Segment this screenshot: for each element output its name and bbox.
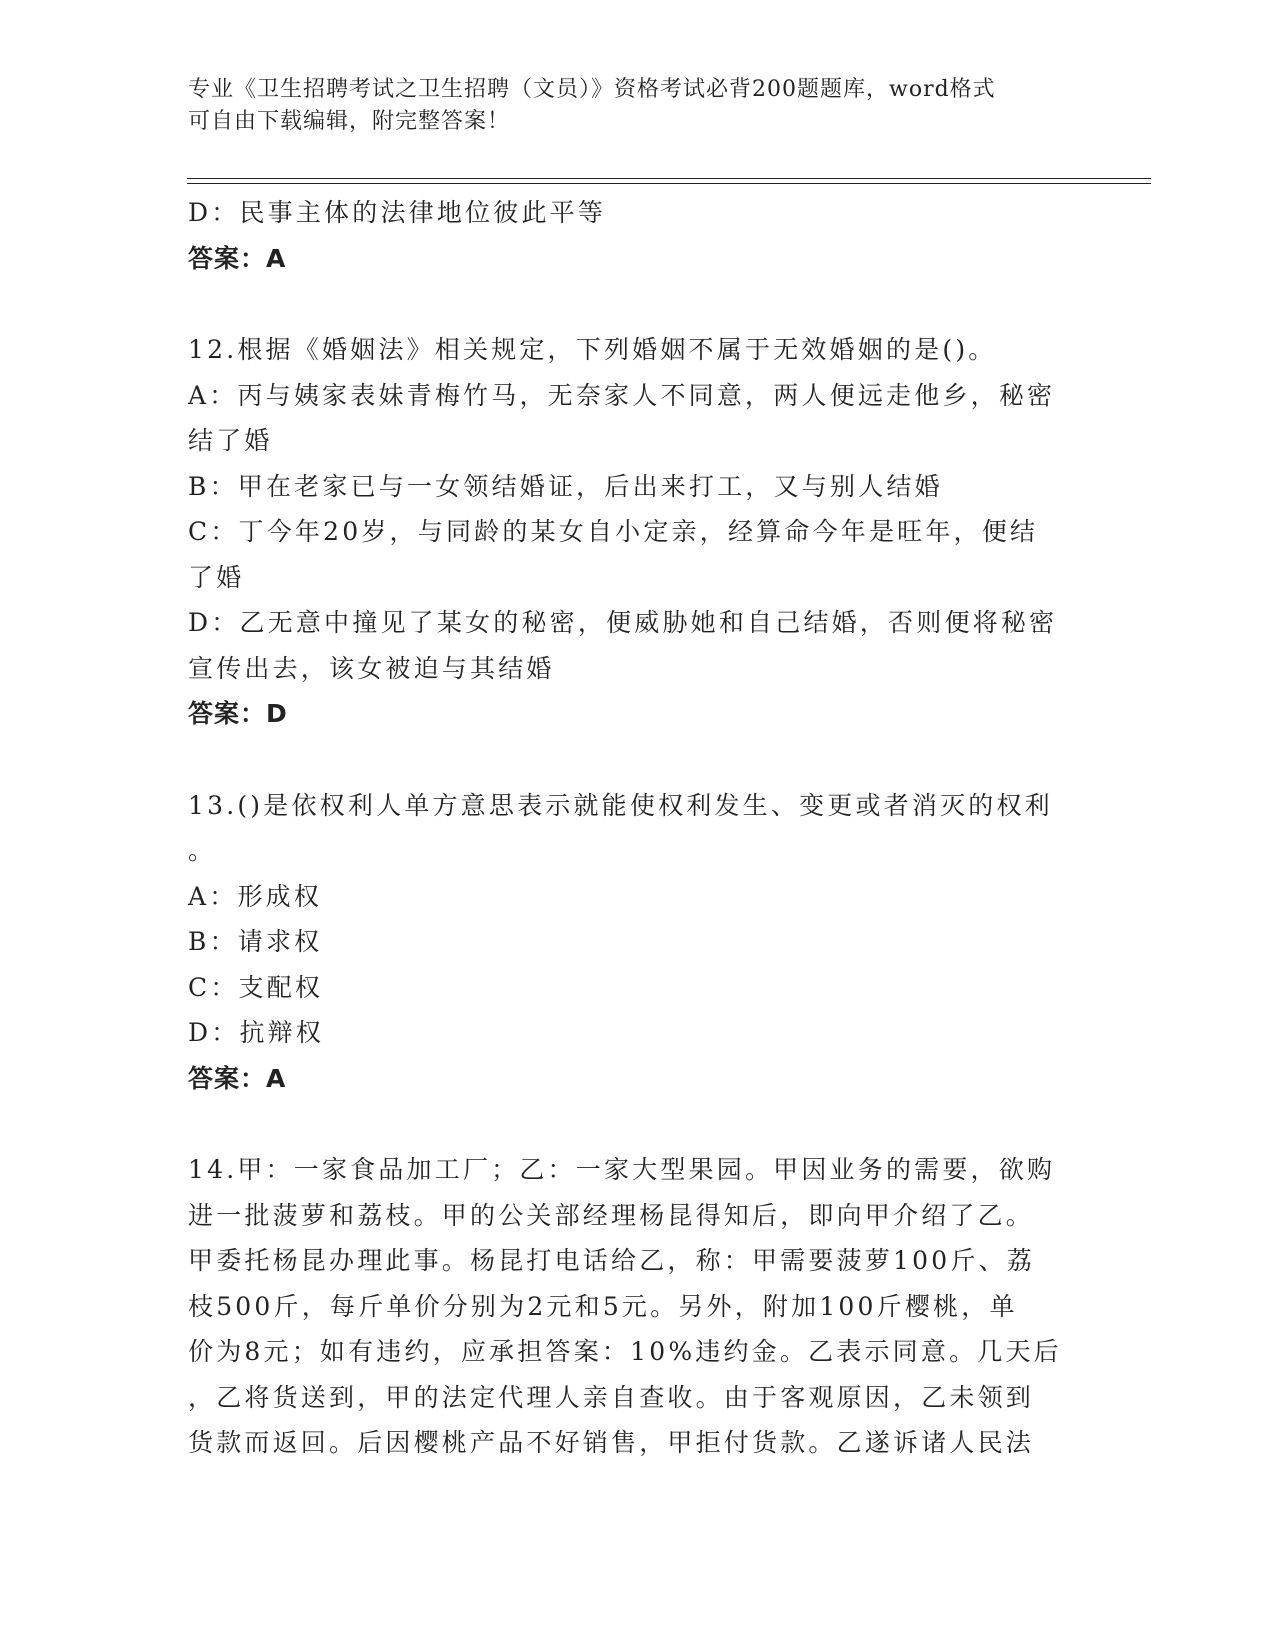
header-line-2: 可自由下载编辑，附完整答案！ bbox=[188, 109, 511, 134]
q13-option-c: C：支配权 bbox=[188, 972, 324, 1002]
q13-option-b: B：请求权 bbox=[188, 927, 323, 956]
q14-line-3: 甲委托杨昆办理此事。杨昆打电话给乙，称：甲需要菠萝100斤、荔 bbox=[188, 1246, 1035, 1275]
q13-answer: 答案：A bbox=[188, 1063, 287, 1093]
prev-option-d: D：民事主体的法律地位彼此平等 bbox=[188, 198, 607, 227]
prev-answer: 答案：A bbox=[188, 243, 287, 273]
question-content bbox=[188, 190, 1068, 1466]
q12-option-b: B：甲在老家已与一女领结婚证，后出来打工，又与别人结婚 bbox=[188, 471, 943, 501]
q12-answer: 答案：D bbox=[188, 699, 288, 728]
q13-stem-cont: 。 bbox=[188, 836, 217, 865]
q12-option-c: C：丁今年20岁，与同龄的某女自小定亲，经算命今年是旺年，便结 bbox=[188, 517, 1039, 546]
q14-line-4: 枝500斤，每斤单价分别为2元和5元。另外，附加100斤樱桃，单 bbox=[188, 1291, 1018, 1321]
q14-line-1: 14.甲：一家食品加工厂；乙：一家大型果园。甲因业务的需要，欲购 bbox=[188, 1155, 1056, 1184]
q12-option-d-cont: 宣传出去，该女被迫与其结婚 bbox=[188, 653, 555, 683]
q12-option-a: A：丙与姨家表妹青梅竹马，无奈家人不同意，两人便远走他乡，秘密 bbox=[188, 380, 1056, 410]
q13-stem: 13.()是依权利人单方意思表示就能使权利发生、变更或者消灭的权利 bbox=[188, 790, 1053, 820]
q13-option-a: A：形成权 bbox=[188, 881, 323, 911]
header-divider-top bbox=[187, 178, 1151, 179]
q12-option-a-cont: 结了婚 bbox=[188, 426, 273, 455]
document-header bbox=[188, 74, 1068, 138]
q14-line-6: ，乙将货送到，甲的法定代理人亲自查收。由于客观原因，乙未领到 bbox=[188, 1382, 1035, 1412]
spacer bbox=[188, 1101, 1068, 1147]
q12-option-c-cont: 了婚 bbox=[188, 562, 245, 592]
spacer bbox=[188, 737, 1068, 783]
q14-line-2: 进一批菠萝和荔枝。甲的公关部经理杨昆得知后，即向甲介绍了乙。 bbox=[188, 1200, 1035, 1230]
q14-line-7: 货款而返回。后因樱桃产品不好销售，甲拒付货款。乙遂诉诸人民法 bbox=[188, 1428, 1035, 1457]
q13-option-d: D：抗辩权 bbox=[188, 1018, 325, 1047]
header-divider-bottom bbox=[187, 183, 1151, 184]
header-line-1: 专业《卫生招聘考试之卫生招聘（文员）》资格考试必背200题题库，word格式 bbox=[188, 77, 996, 102]
q12-stem: 12.根据《婚姻法》相关规定，下列婚姻不属于无效婚姻的是()。 bbox=[188, 335, 997, 364]
q12-option-d: D：乙无意中撞见了某女的秘密，便威胁她和自己结婚，否则便将秘密 bbox=[188, 608, 1058, 637]
q14-line-5: 价为8元；如有违约，应承担答案：10%违约金。乙表示同意。几天后 bbox=[188, 1337, 1062, 1366]
spacer bbox=[188, 281, 1068, 327]
